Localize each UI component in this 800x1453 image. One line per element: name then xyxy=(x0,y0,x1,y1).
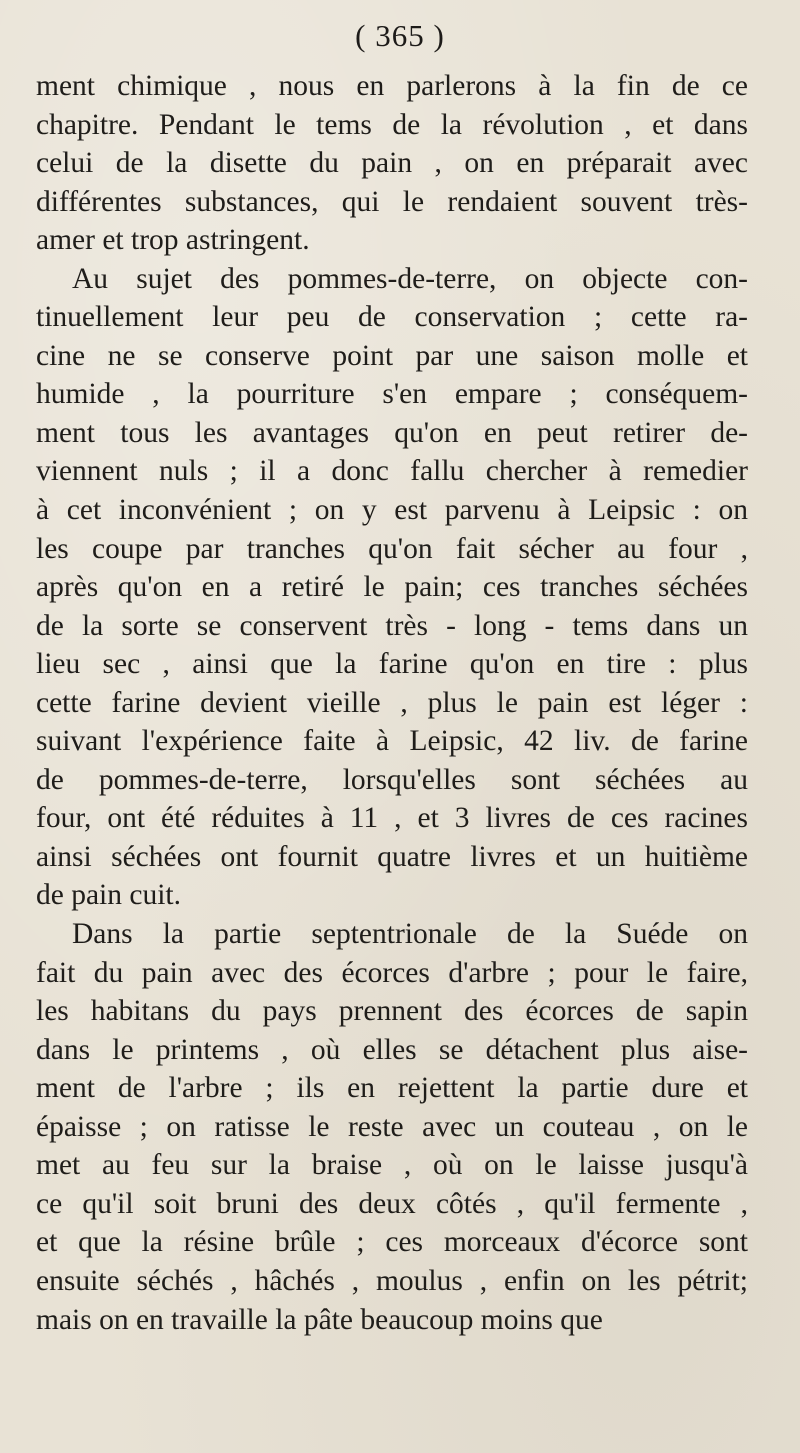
text-line: ensuite séchés , hâchés , moulus , enfin on les pétrit; xyxy=(36,1264,748,1297)
body-text xyxy=(36,67,748,1339)
text-line: fait du pain avec des écorces d'arbre ; pour le faire, xyxy=(36,956,748,989)
text-line: humide , la pourriture s'en empare ; conséquem- xyxy=(36,378,748,411)
text-line: ainsi séchées ont fournit quatre livres et un huitième xyxy=(36,840,748,873)
text-line: ment tous les avantages qu'on en peut retirer de- xyxy=(36,416,748,449)
text-line: Au sujet des pommes-de-terre, on objecte con- xyxy=(72,262,748,295)
text-line: amer et trop astringent. xyxy=(36,224,310,257)
text-line: les coupe par tranches qu'on fait sécher au four , xyxy=(36,532,748,565)
text-line: et que la résine brûle ; ces morceaux d'écorce sont xyxy=(36,1226,748,1259)
text-line: ment chimique , nous en parlerons à la fin de ce xyxy=(36,70,748,102)
text-line: cine ne se conserve point par une saison molle et xyxy=(36,339,748,372)
text-line: four, ont été réduites à 11 , et 3 livres de ces racines xyxy=(36,802,748,835)
text-line: après qu'on en a retiré le pain; ces tranches séchées xyxy=(36,571,748,604)
text-line: de la sorte se conservent très - long - tems dans un xyxy=(36,609,748,642)
text-line: suivant l'expérience faite à Leipsic, 42 liv. de farine xyxy=(36,725,748,758)
text-line: les habitans du pays prennent des écorces de sapin xyxy=(36,995,748,1028)
text-line: met au feu sur la braise , où on le laisse jusqu'à xyxy=(36,1149,748,1182)
paragraph xyxy=(36,915,748,1339)
text-line: viennent nuls ; il a donc fallu chercher à remedier xyxy=(36,455,748,488)
text-line: de pommes-de-terre, lorsqu'elles sont séchées au xyxy=(36,763,748,796)
text-line: chapitre. Pendant le tems de la révolution , et dans xyxy=(36,108,748,141)
text-line: celui de la disette du pain , on en préparait avec xyxy=(36,147,748,180)
text-line: à cet inconvénient ; on y est parvenu à Leipsic : on xyxy=(36,494,748,527)
text-line: tinuellement leur peu de conservation ; cette ra- xyxy=(36,301,748,334)
text-line: mais on en travaille la pâte beaucoup moins que xyxy=(36,1303,603,1336)
paragraph xyxy=(36,260,748,915)
text-line: épaisse ; on ratisse le reste avec un couteau , on le xyxy=(36,1110,748,1143)
text-line: ce qu'il soit bruni des deux côtés , qu'il fermente , xyxy=(36,1187,748,1220)
text-line: dans le printems , où elles se détachent plus aise- xyxy=(36,1033,748,1066)
text-line: différentes substances, qui le rendaient souvent très- xyxy=(36,185,748,218)
paragraph xyxy=(36,67,748,260)
text-line: Dans la partie septentrionale de la Suéde on xyxy=(72,918,748,951)
text-line: de pain cuit. xyxy=(36,879,181,912)
page-number: ( 365 ) xyxy=(355,18,445,53)
text-line: lieu sec , ainsi que la farine qu'on en tire : plus xyxy=(36,648,748,681)
text-line: ment de l'arbre ; ils en rejettent la partie dure et xyxy=(36,1072,748,1105)
text-line: cette farine devient vieille , plus le pain est léger : xyxy=(36,686,748,719)
